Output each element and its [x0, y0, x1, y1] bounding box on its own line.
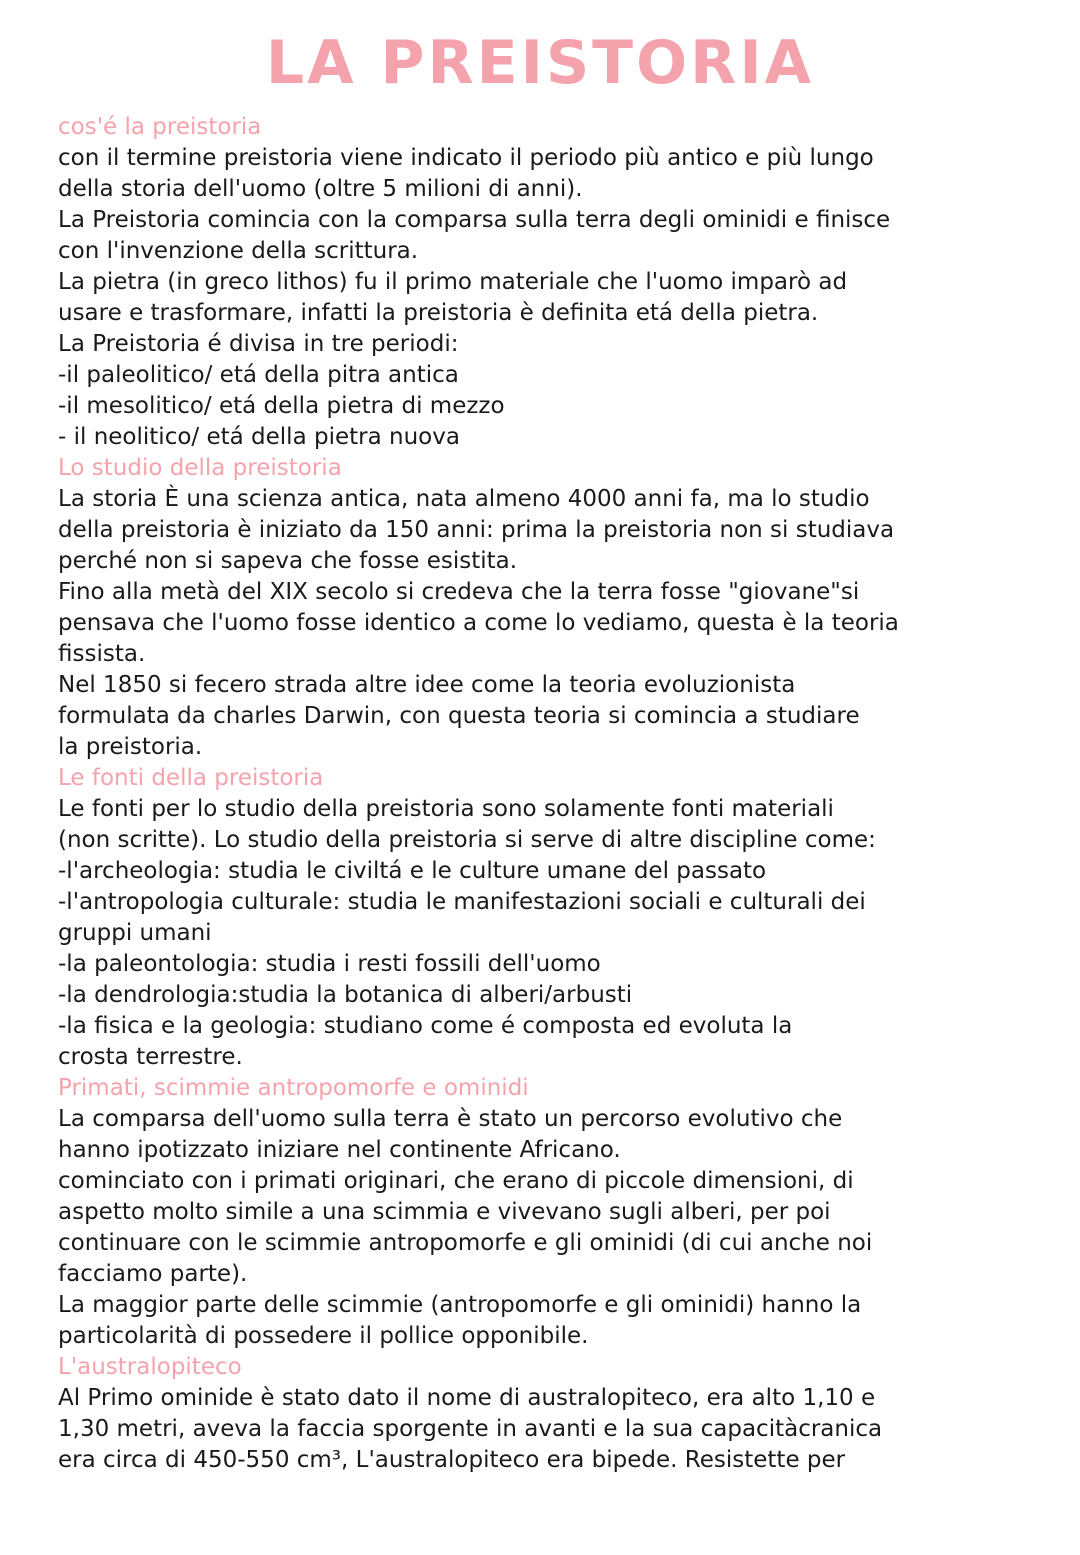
- text-line: -il paleolitico/ etá della pitra antica: [58, 362, 459, 388]
- text-line: La Preistoria é divisa in tre periodi:: [58, 331, 459, 357]
- page-title: LA PREISTORIA: [265, 28, 815, 98]
- text-line: -la fisica e la geologia: studiano come é composta ed evoluta la: [58, 1013, 793, 1039]
- section-australopiteco: [58, 1352, 1022, 1476]
- section-cose-la-preistoria: [58, 112, 1022, 453]
- text-line: La Preistoria comincia con la comparsa sulla terra degli ominidi e finisce: [58, 207, 891, 233]
- text-line: -la dendrologia:studia la botanica di alberi/arbusti: [58, 982, 633, 1008]
- section-heading: Primati, scimmie antropomorfe e ominidi: [58, 1075, 529, 1101]
- text-line: -il mesolitico/ etá della pietra di mezzo: [58, 393, 505, 419]
- text-line: cominciato con i primati originari, che erano di piccole dimensioni, di: [58, 1168, 854, 1194]
- text-line: 1,30 metri, aveva la faccia sporgente in avanti e la sua capacitàcranica: [58, 1416, 883, 1442]
- text-line: Al Primo ominide è stato dato il nome di australopiteco, era alto 1,10 e: [58, 1385, 876, 1411]
- text-line: -l'antropologia culturale: studia le manifestazioni sociali e culturali dei: [58, 889, 866, 915]
- text-line: Nel 1850 si fecero strada altre idee come la teoria evoluzionista: [58, 672, 796, 698]
- text-line: la preistoria.: [58, 734, 203, 760]
- text-line: fissista.: [58, 641, 146, 667]
- text-line: gruppi umani: [58, 920, 212, 946]
- section-primati: [58, 1073, 1022, 1352]
- section-fonti-della-preistoria: [58, 763, 1022, 1073]
- text-line: pensava che l'uomo fosse identico a come lo vediamo, questa è la teoria: [58, 610, 899, 636]
- text-line: - il neolitico/ etá della pietra nuova: [58, 424, 460, 450]
- text-line: formulata da charles Darwin, con questa teoria si comincia a studiare: [58, 703, 860, 729]
- section-heading: L'australopiteco: [58, 1354, 242, 1380]
- text-line: con il termine preistoria viene indicato il periodo più antico e più lungo: [58, 145, 874, 171]
- text-line: continuare con le scimmie antropomorfe e gli ominidi (di cui anche noi: [58, 1230, 873, 1256]
- text-line: La pietra (in greco lithos) fu il primo materiale che l'uomo imparò ad: [58, 269, 848, 295]
- text-line: La comparsa dell'uomo sulla terra è stato un percorso evolutivo che: [58, 1106, 843, 1132]
- section-heading: Le fonti della preistoria: [58, 765, 324, 791]
- notes-page: [0, 28, 1080, 1555]
- text-line: -l'archeologia: studia le civiltá e le culture umane del passato: [58, 858, 767, 884]
- text-line: con l'invenzione della scrittura.: [58, 238, 419, 264]
- text-line: usare e trasformare, infatti la preistoria è definita etá della pietra.: [58, 300, 819, 326]
- text-line: della storia dell'uomo (oltre 5 milioni di anni).: [58, 176, 583, 202]
- text-line: aspetto molto simile a una scimmia e vivevano sugli alberi, per poi: [58, 1199, 831, 1225]
- text-line: facciamo parte).: [58, 1261, 248, 1287]
- section-studio-della-preistoria: [58, 453, 1022, 763]
- text-line: La storia È una scienza antica, nata almeno 4000 anni fa, ma lo studio: [58, 486, 870, 512]
- section-heading: cos'é la preistoria: [58, 114, 262, 140]
- text-line: Le fonti per lo studio della preistoria sono solamente fonti materiali: [58, 796, 834, 822]
- text-line: della preistoria è iniziato da 150 anni: prima la preistoria non si studiava: [58, 517, 895, 543]
- text-line: era circa di 450-550 cm³, L'australopiteco era bipede. Resistette per: [58, 1447, 846, 1473]
- section-heading: Lo studio della preistoria: [58, 455, 342, 481]
- text-line: (non scritte). Lo studio della preistoria si serve di altre discipline come:: [58, 827, 876, 853]
- text-line: Fino alla metà del XIX secolo si credeva che la terra fosse "giovane"si: [58, 579, 860, 605]
- text-line: crosta terrestre.: [58, 1044, 243, 1070]
- text-line: La maggior parte delle scimmie (antropomorfe e gli ominidi) hanno la: [58, 1292, 862, 1318]
- text-line: -la paleontologia: studia i resti fossili dell'uomo: [58, 951, 601, 977]
- text-line: perché non si sapeva che fosse esistita.: [58, 548, 518, 574]
- text-line: hanno ipotizzato iniziare nel continente Africano.: [58, 1137, 621, 1163]
- text-line: particolarità di possedere il pollice opponibile.: [58, 1323, 589, 1349]
